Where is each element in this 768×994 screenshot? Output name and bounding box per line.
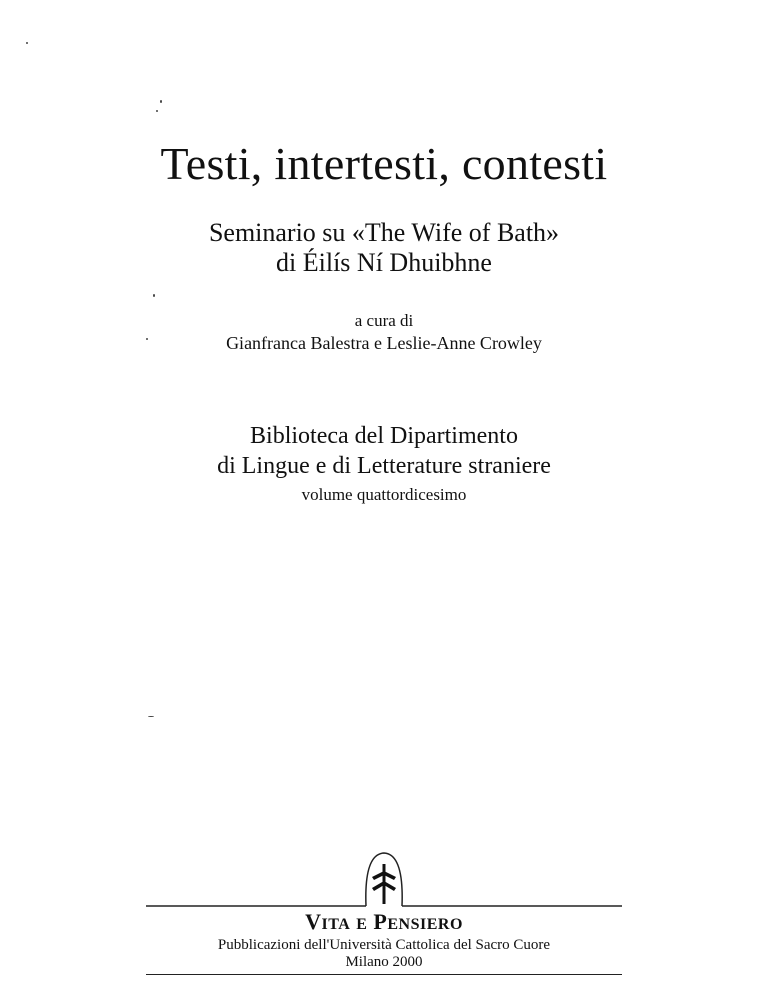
logo-emblem-icon — [372, 864, 396, 904]
publisher-initial-1: V — [305, 909, 322, 934]
publisher-imprint: Pubblicazioni dell'Università Cattolica del Sacro Cuore — [217, 937, 551, 953]
series-line-1: Biblioteca del Dipartimento — [250, 423, 518, 449]
series-line-2: di Lingue e di Letterature straniere — [217, 453, 551, 479]
publisher-rest-2: ENSIERO — [387, 916, 463, 933]
editors: Gianfranca Balestra e Leslie-Anne Crowley — [226, 333, 542, 353]
publisher-initial-2: P — [373, 909, 388, 934]
subtitle-line-1: Seminario su «The Wife of Bath» — [208, 218, 560, 247]
publisher-conj: E — [356, 916, 368, 933]
place-and-year: Milano 2000 — [345, 954, 423, 970]
subtitle-line-2: di Éilís Ní Dhuibhne — [276, 248, 492, 277]
scan-speck — [153, 294, 155, 297]
scan-speck — [148, 716, 154, 717]
scan-speck — [156, 110, 158, 112]
volume-number: volume quattordicesimo — [301, 485, 467, 504]
scan-speck — [160, 100, 162, 103]
scan-speck — [26, 42, 28, 44]
publisher-name — [0, 909, 768, 938]
publisher-rest-1: ITA — [321, 916, 351, 933]
editor-label: a cura di — [354, 311, 414, 330]
bottom-rule — [146, 974, 622, 975]
book-title: Testi, intertesti, contesti — [160, 138, 608, 189]
publisher-logo — [0, 850, 768, 910]
